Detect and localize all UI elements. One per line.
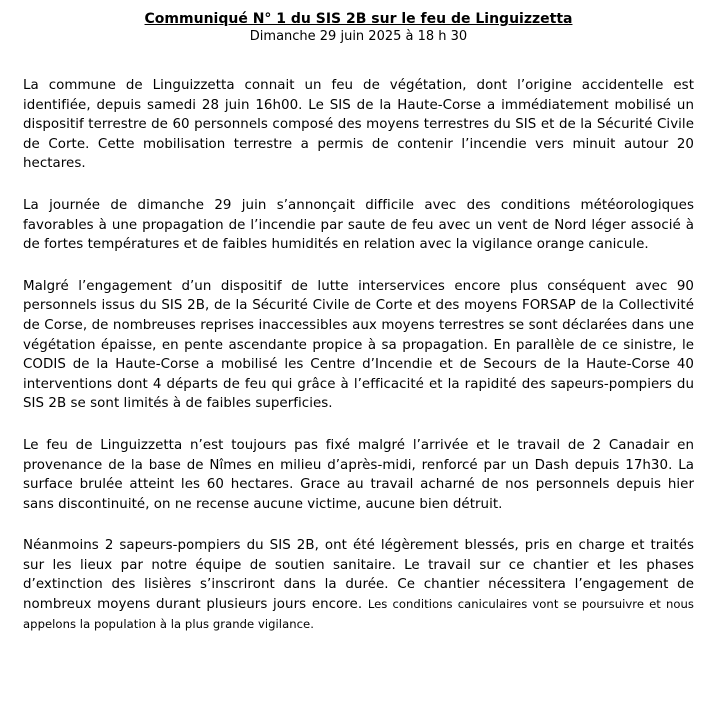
paragraph-fire-origin: La commune de Linguizzetta connait un feu de végétation, dont l’origine accidentelle est identifiée, depuis samedi 28 juin 16h00. Le SIS de la Haute-Corse a immédiatement mobilisé un dispositif terrestre de 60 personnels composé des moyens terrestres du SIS et de la Sécurité Civile de Corte. Cette mobilisation terrestre a permis de contenir l’incendie vers minuit autour 20 hectares. xyxy=(23,78,694,172)
paragraph-injuries-outlook xyxy=(23,536,694,634)
paragraph-interservice-response: Malgré l’engagement d’un dispositif de lutte interservices encore plus conséquent avec 90 personnels issus du SIS 2B, de la Sécurité Civile de Corte et des moyens FORSAP de la Collectivité de Corse, de nombreuses reprises inaccessibles aux moyens terrestres se sont déclarées dans une végétation épaisse, en pente ascendante propice à sa propagation. En parallèle de ce sinistre, le CODIS de la Haute-Corse a mobilisé les Centre d’Incendie et de Secours de la Haute-Corse 40 interventions dont 4 départs de feu qui grâce à l’efficacité et la rapidité des sapeurs-pompiers du SIS 2B se sont limités à de faibles superficies. xyxy=(23,278,694,412)
paragraph-weather-conditions: La journée de dimanche 29 juin s’annonçait difficile avec des conditions météorologiques favorables à une propagation de l’incendie par saute de feu avec un vent de Nord léger associé à de fortes températures et de faibles humidités en relation avec la vigilance orange canicule. xyxy=(23,197,694,253)
page-title: Communiqué N° 1 du SIS 2B sur le feu de Linguizzetta xyxy=(144,11,573,27)
paragraph-injuries-main: Néanmoins 2 sapeurs-pompiers du SIS 2B, ont été légèrement blessés, pris en charge et traités sur les lieux par notre équipe de soutien sanitaire. Le travail sur ce chantier et les phases d’extinction des lisières s’inscriront dans la durée. Ce chantier nécessitera l’engagement de nombreux moyens durant plusieurs jours encore. xyxy=(23,538,694,613)
release-date: Dimanche 29 juin 2025 à 18 h 30 xyxy=(249,29,468,44)
paragraph-vigilance-notice: Les conditions caniculaires vont se poursuivre et nous appelons la population à la plus grande vigilance. xyxy=(23,597,694,631)
paragraph-aerial-support: Le feu de Linguizzetta n’est toujours pas fixé malgré l’arrivée et le travail de 2 Canadair en provenance de la base de Nîmes en milieu d’après-midi, renforcé par un Dash depuis 17h30. La surface brulée atteint les 60 hectares. Grace au travail acharné de nos personnels depuis hier sans discontinuité, on ne recense aucune victime, aucune bien détruit. xyxy=(23,437,694,512)
